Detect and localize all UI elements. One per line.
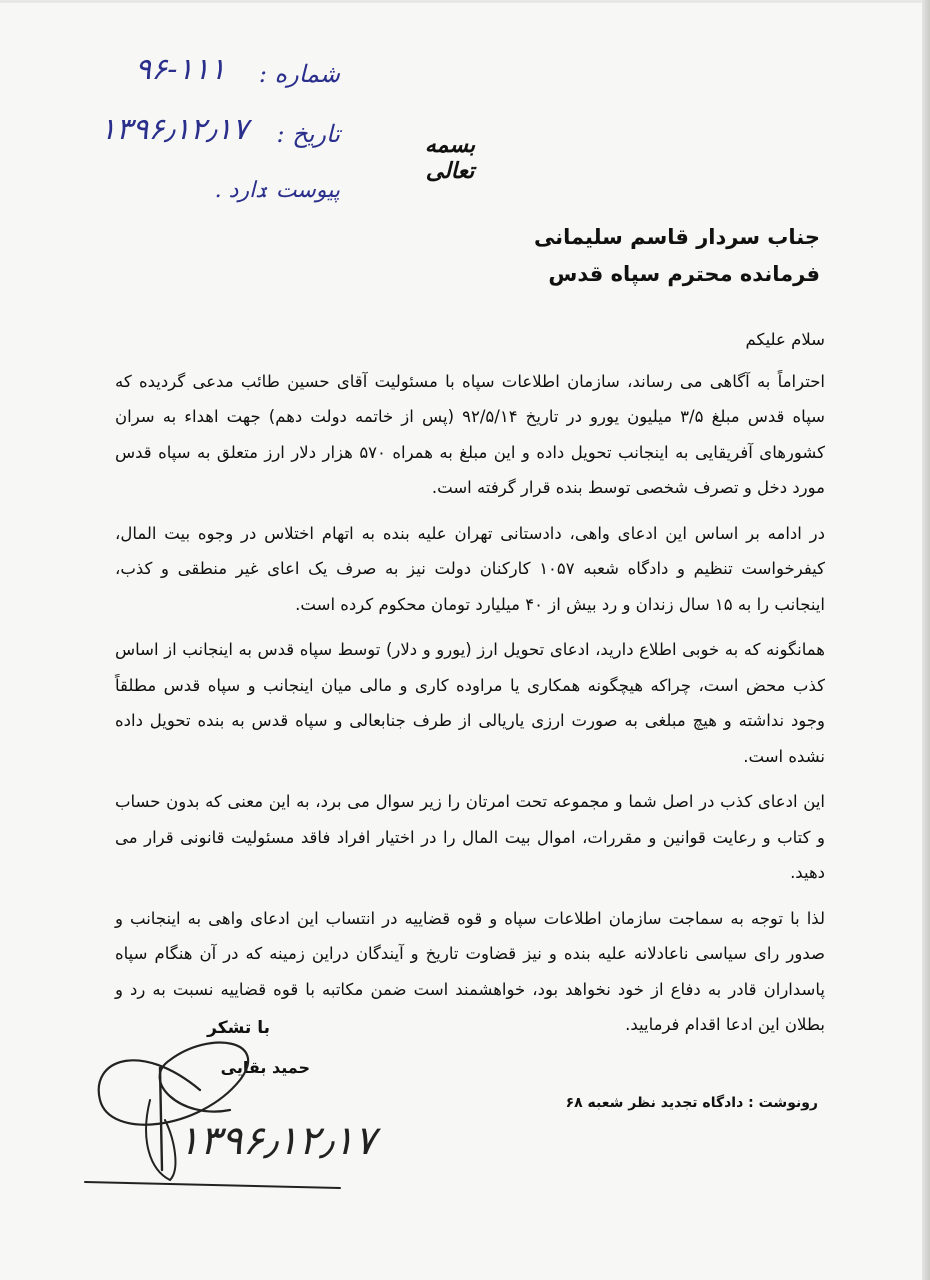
attachment-label: پیوست :	[261, 178, 340, 203]
date-label: تاریخ :	[276, 120, 340, 148]
number-label: شماره :	[258, 60, 340, 88]
basmala-heading: بسمه تعالی	[424, 132, 476, 184]
signature-date: ۱۳۹۶٫۱۲٫۱۷	[178, 1118, 376, 1164]
greeting: سلام علیکم	[745, 330, 825, 349]
paper-right-edge	[922, 0, 930, 1280]
paragraph-1: احتراماً به آگاهی می رساند، سازمان اطلاعات سپاه با مسئولیت آقای حسین طائب مدعی گردیده که سپاه قدس مبلغ ۳/۵ میلیون یورو در تاریخ ۹۲/۵/۱۴ (پس از خاتمه دولت دهم) جهت اهداء به سران کشورهای آفریقایی به اینجانب تحویل داده و این مبلغ به همراه ۵۷۰ هزار دلار ارز متعلق به سپاه قدس مورد دخل و تصرف شخصی توسط بنده قرار گرفته است.	[115, 371, 826, 497]
addressee-name: جناب سردار قاسم سلیمانی	[533, 225, 820, 249]
paragraph-3: همانگونه که به خوبی اطلاع دارید، ادعای تحویل ارز (یورو و دلار) توسط سپاه قدس به اینجانب از اساس کذب محض است، چراکه هیچگونه همکاری یا مراوده کاری و مالی میان اینجانب و سپاه قدس مطلقاً وجود نداشته و هیچ مبلغی به صورت ارزی یاریالی از طرف جنابعالی و سپاه قدس به بنده تحویل داده نشده است.	[115, 640, 825, 766]
attachment-value: دارد .	[214, 178, 265, 203]
closing-thanks: با تشکر	[207, 1018, 270, 1038]
paragraph-2: در ادامه بر اساس این ادعای واهی، دادستانی تهران علیه بنده به اتهام اختلاس در وجوه بیت المال، کیفرخواست تنظیم و دادگاه شعبه ۱۰۵۷ کارکنان دولت نیز به صرف یک اعای غیر منطقی و کذب، اینجانب را به ۱۵ سال زندان و رد بیش از ۴۰ میلیارد تومان محکوم کرده است.	[115, 523, 826, 614]
paragraph-5: لذا با توجه به سماجت سازمان اطلاعات سپاه و قوه قضاییه در انتساب این ادعای واهی به اینجانب و صدور رای سیاسی ناعادلانه علیه بنده و نیز قضاوت تاریخ و آیندگان دراین زمینه که در آن هنگام سپاه پاسداران قادر به دفاع از خود نخواهد بود، خواهشمند است ضمن مکاتبه با قوه قضاییه نسبت به رد و بطلان این ادعا اقدام فرمایید.	[115, 908, 825, 1034]
handwritten-signature	[80, 1020, 350, 1200]
signer-name: حمید بقایی	[220, 1058, 310, 1077]
number-value: ۹۶-۱۱۱	[135, 52, 226, 87]
carbon-copy-note: رونوشت : دادگاه تجدید نظر شعبه ۶۸	[565, 1095, 818, 1111]
addressee-title: فرمانده محترم سپاه قدس	[548, 262, 820, 286]
paper-top-edge	[0, 0, 930, 3]
date-value: ۱۳۹۶٫۱۲٫۱۷	[100, 112, 249, 147]
paragraph-4: این ادعای کذب در اصل شما و مجموعه تحت امرتان را زیر سوال می برد، به این معنی که بدون حساب و کتاب و رعایت قوانین و مقررات، اموال بیت المال را در اختیار افراد فاقد مسئولیت قانونی قرار می دهید.	[115, 792, 825, 882]
letter-body	[115, 322, 825, 1043]
